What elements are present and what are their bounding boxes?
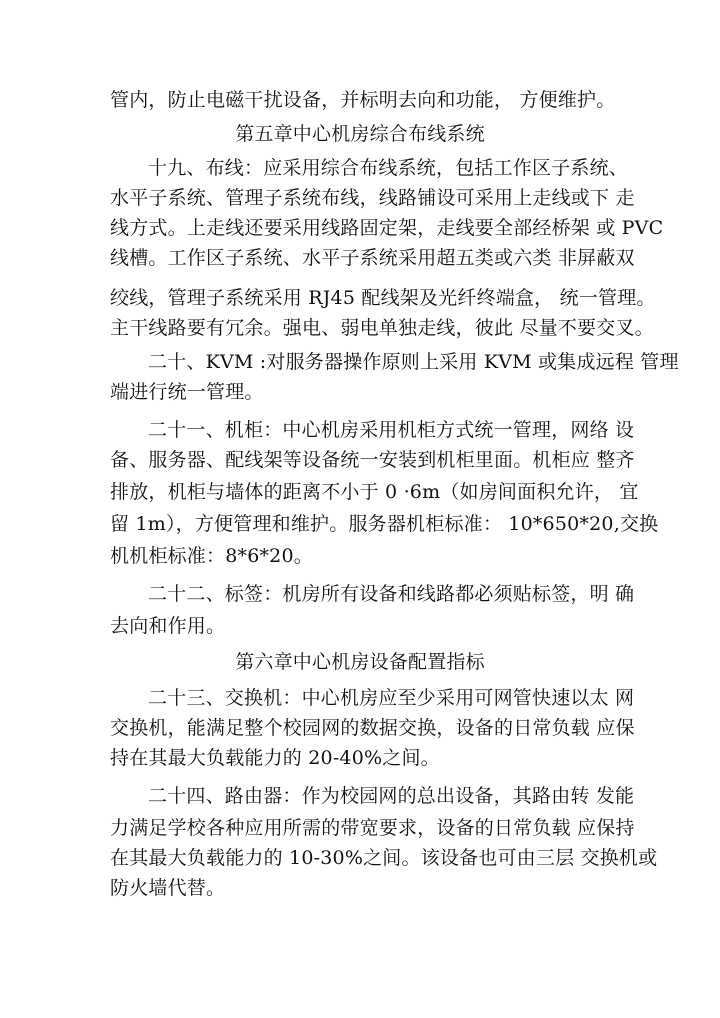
paragraph-21-line-3: 排放，机柜与墙体的距离不小于 0 ·6m（如房间面积允许， 宜: [110, 481, 639, 503]
paragraph-21-line-4: 留 1m），方便管理和维护。服务器机柜标准： 10*650*20,交换: [110, 513, 659, 535]
chapter-5-heading: 第五章中心机房综合布线系统: [235, 123, 485, 145]
paragraph-23-line-1: 二十三、交换机：中心机房应至少采用可网管快速以太 网: [148, 687, 635, 709]
paragraph-19-line-5: 绞线，管理子系统采用 RJ45 配线架及光纤终端盒， 统一管理。: [110, 287, 656, 309]
paragraph-24-line-1: 二十四、路由器：作为校园网的总出设备，其路由转 发能: [148, 785, 635, 807]
paragraph-20-line-1: 二十、KVM :对服务器操作原则上采用 KVM 或集成远程 管理: [148, 351, 679, 373]
paragraph-tail-line: 管内，防止电磁干扰设备，并标明去向和功能， 方便维护。: [110, 89, 616, 111]
paragraph-21-line-5: 机机柜标准：8*6*20。: [110, 545, 313, 567]
paragraph-22-line-1: 二十二、标签：机房所有设备和线路都必须贴标签，明 确: [148, 583, 635, 605]
chapter-6-heading: 第六章中心机房设备配置指标: [235, 651, 485, 673]
paragraph-24-line-3: 在其最大负载能力的 10-30%之间。该设备也可由三层 交换机或: [110, 847, 658, 869]
paragraph-20-line-2: 端进行统一管理。: [110, 381, 264, 403]
paragraph-23-line-2: 交换机，能满足整个校园网的数据交换，设备的日常负载 应保: [110, 717, 635, 739]
paragraph-22-line-2: 去向和作用。: [110, 615, 226, 637]
paragraph-19-line-6: 主干线路要有冗余。强电、弱电单独走线，彼此 尽量不要交叉。: [110, 317, 654, 339]
paragraph-19-line-3: 线方式。上走线还要采用线路固定架，走线要全部经桥架 或 PVC: [110, 217, 664, 239]
paragraph-21-line-1: 二十一、机柜：中心机房采用机柜方式统一管理，网络 设: [148, 419, 635, 441]
paragraph-19-line-2: [110, 186, 635, 210]
paragraph-19-line-2-text: 水平子系统、管理子系统布线，线路铺设可采用上走线或下 走: [110, 187, 635, 209]
paragraph-24-line-4: 防火墙代替。: [110, 877, 226, 899]
paragraph-19-line-4: 线槽。工作区子系统、水平子系统采用超五类或六类 非屏蔽双: [110, 247, 635, 269]
paragraph-19-line-1: 十九、布线：应采用综合布线系统，包括工作区子系统、: [148, 157, 629, 179]
paragraph-21-line-2: 备、服务器、配线架等设备统一安装到机柜里面。机柜应 整齐: [110, 449, 635, 471]
paragraph-24-line-2: 力满足学校各种应用所需的带宽要求，设备的日常负载 应保持: [110, 817, 635, 839]
paragraph-23-line-3: 持在其最大负载能力的 20-40%之间。: [110, 747, 440, 769]
